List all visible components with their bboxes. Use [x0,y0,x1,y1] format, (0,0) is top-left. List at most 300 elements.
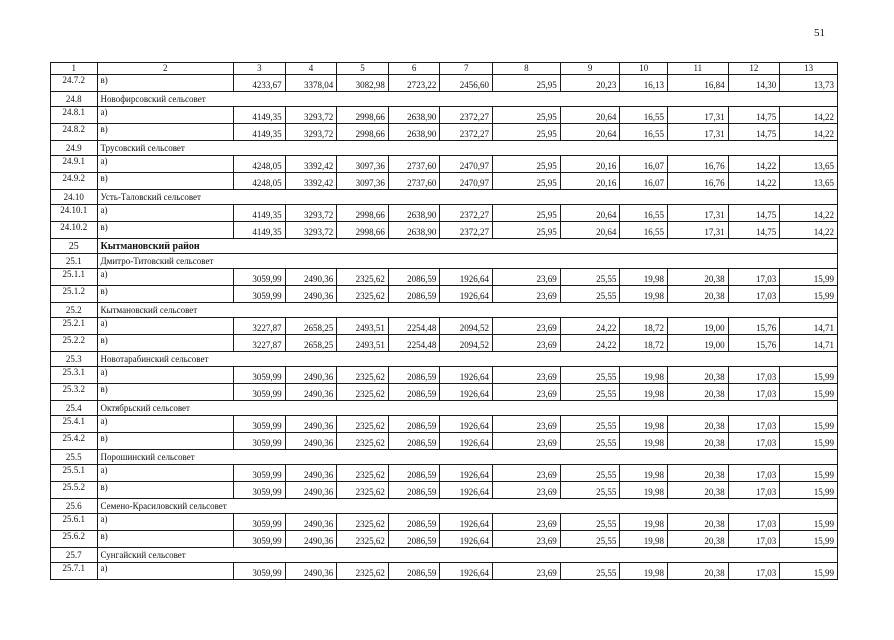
value-cell: 2638,90 [388,124,440,141]
value-cell: 14,75 [728,222,780,239]
value-cell: 13,65 [780,173,838,190]
row-code-cell: 24.10.1 [51,205,98,222]
value-cell: 20,38 [667,514,728,531]
value-cell: 25,95 [492,205,560,222]
value-cell: 14,75 [728,124,780,141]
column-number-cell: 3 [234,63,286,75]
section-name-cell: Октябрьский сельсовет [97,401,837,416]
value-cell: 15,99 [780,563,838,580]
settlement-header-row [51,92,838,107]
value-cell: 15,76 [728,335,780,352]
value-cell: 14,71 [780,335,838,352]
value-cell: 23,69 [492,482,560,499]
value-cell: 2470,97 [440,173,493,190]
section-name-cell: Новофирсовский сельсовет [97,92,837,107]
value-cell: 19,98 [620,286,668,303]
value-cell: 3293,72 [285,107,337,124]
column-number-cell: 6 [388,63,440,75]
value-cell: 2638,90 [388,107,440,124]
value-cell: 2470,97 [440,156,493,173]
table-row [51,563,838,580]
value-cell: 20,38 [667,269,728,286]
value-cell: 2490,36 [285,433,337,450]
section-name-cell: Кытмановский район [97,239,837,254]
table-row [51,433,838,450]
section-code-cell: 24.8 [51,92,98,107]
value-cell: 15,99 [780,465,838,482]
table-row [51,222,838,239]
table-row [51,286,838,303]
value-cell: 1926,64 [440,563,493,580]
value-cell: 15,99 [780,367,838,384]
value-cell: 1926,64 [440,416,493,433]
value-cell: 3097,36 [337,156,389,173]
row-code-cell: 25.1.1 [51,269,98,286]
value-cell: 14,22 [780,124,838,141]
value-cell: 4248,05 [234,173,286,190]
value-cell: 23,69 [492,416,560,433]
section-name-cell: Сунгайский сельсовет [97,548,837,563]
column-number-cell: 10 [620,63,668,75]
value-cell: 20,38 [667,531,728,548]
row-label-cell: а) [97,563,234,580]
value-cell: 2254,48 [388,335,440,352]
row-code-cell: 25.4.2 [51,433,98,450]
value-cell: 3059,99 [234,269,286,286]
value-cell: 3059,99 [234,514,286,531]
value-cell: 25,55 [560,433,620,450]
row-label-cell: а) [97,465,234,482]
value-cell: 3227,87 [234,335,286,352]
value-cell: 2998,66 [337,222,389,239]
tariff-table [50,62,838,580]
row-label-cell: а) [97,367,234,384]
value-cell: 19,98 [620,482,668,499]
row-code-cell: 25.5.1 [51,465,98,482]
value-cell: 1926,64 [440,465,493,482]
district-header-row [51,239,838,254]
settlement-header-row [51,499,838,514]
value-cell: 2658,25 [285,335,337,352]
column-number-cell: 11 [667,63,728,75]
column-number-cell: 8 [492,63,560,75]
row-code-cell: 24.8.2 [51,124,98,141]
section-code-cell: 25.6 [51,499,98,514]
value-cell: 4149,35 [234,205,286,222]
table-row [51,367,838,384]
value-cell: 17,31 [667,205,728,222]
value-cell: 15,99 [780,416,838,433]
column-number-cell: 7 [440,63,493,75]
page-number: 51 [814,27,825,39]
value-cell: 2325,62 [337,384,389,401]
value-cell: 2372,27 [440,107,493,124]
column-number-header-row [51,63,838,75]
value-cell: 23,69 [492,514,560,531]
value-cell: 19,98 [620,367,668,384]
value-cell: 25,55 [560,286,620,303]
value-cell: 18,72 [620,318,668,335]
value-cell: 13,65 [780,156,838,173]
value-cell: 2254,48 [388,318,440,335]
value-cell: 2490,36 [285,416,337,433]
value-cell: 3293,72 [285,222,337,239]
row-label-cell: в) [97,75,234,92]
value-cell: 3059,99 [234,384,286,401]
value-cell: 1926,64 [440,269,493,286]
value-cell: 17,31 [667,222,728,239]
value-cell: 2094,52 [440,335,493,352]
value-cell: 1926,64 [440,531,493,548]
row-code-cell: 25.6.1 [51,514,98,531]
value-cell: 14,75 [728,107,780,124]
row-label-cell: в) [97,433,234,450]
value-cell: 2372,27 [440,222,493,239]
value-cell: 16,55 [620,205,668,222]
value-cell: 3293,72 [285,205,337,222]
row-label-cell: в) [97,222,234,239]
row-code-cell: 25.5.2 [51,482,98,499]
section-code-cell: 25.2 [51,303,98,318]
value-cell: 20,38 [667,465,728,482]
value-cell: 1926,64 [440,433,493,450]
table-row [51,156,838,173]
value-cell: 2490,36 [285,465,337,482]
value-cell: 2325,62 [337,465,389,482]
table-row [51,107,838,124]
value-cell: 1926,64 [440,514,493,531]
value-cell: 17,03 [728,563,780,580]
value-cell: 2086,59 [388,465,440,482]
value-cell: 2493,51 [337,318,389,335]
column-number-cell: 5 [337,63,389,75]
value-cell: 17,03 [728,514,780,531]
value-cell: 1926,64 [440,384,493,401]
value-cell: 23,69 [492,318,560,335]
value-cell: 3059,99 [234,433,286,450]
row-label-cell: в) [97,124,234,141]
row-label-cell: а) [97,269,234,286]
value-cell: 2490,36 [285,514,337,531]
value-cell: 19,98 [620,531,668,548]
value-cell: 1926,64 [440,482,493,499]
value-cell: 2325,62 [337,286,389,303]
value-cell: 20,38 [667,416,728,433]
value-cell: 14,22 [728,156,780,173]
value-cell: 2086,59 [388,482,440,499]
value-cell: 3378,04 [285,75,337,92]
value-cell: 3293,72 [285,124,337,141]
value-cell: 16,84 [667,75,728,92]
section-name-cell: Семено-Красиловский сельсовет [97,499,837,514]
value-cell: 25,55 [560,416,620,433]
value-cell: 2325,62 [337,514,389,531]
row-label-cell: а) [97,156,234,173]
value-cell: 17,31 [667,124,728,141]
value-cell: 16,07 [620,173,668,190]
row-label-cell: в) [97,384,234,401]
value-cell: 18,72 [620,335,668,352]
value-cell: 2086,59 [388,367,440,384]
value-cell: 25,95 [492,156,560,173]
row-code-cell: 24.8.1 [51,107,98,124]
section-name-cell: Новотарабинский сельсовет [97,352,837,367]
value-cell: 2372,27 [440,205,493,222]
column-number-cell: 9 [560,63,620,75]
value-cell: 16,76 [667,156,728,173]
section-name-cell: Усть-Таловский сельсовет [97,190,837,205]
value-cell: 14,71 [780,318,838,335]
value-cell: 25,95 [492,173,560,190]
row-label-cell: а) [97,416,234,433]
section-code-cell: 25.4 [51,401,98,416]
row-code-cell: 24.7.2 [51,75,98,92]
table-row [51,318,838,335]
value-cell: 17,03 [728,269,780,286]
settlement-header-row [51,450,838,465]
value-cell: 2490,36 [285,482,337,499]
settlement-header-row [51,548,838,563]
value-cell: 2086,59 [388,286,440,303]
row-code-cell: 24.9.2 [51,173,98,190]
value-cell: 16,13 [620,75,668,92]
value-cell: 2086,59 [388,514,440,531]
section-name-cell: Дмитро-Титовский сельсовет [97,254,837,269]
value-cell: 2737,60 [388,156,440,173]
value-cell: 15,76 [728,318,780,335]
value-cell: 2998,66 [337,124,389,141]
value-cell: 2372,27 [440,124,493,141]
value-cell: 25,95 [492,75,560,92]
value-cell: 19,98 [620,269,668,286]
value-cell: 23,69 [492,563,560,580]
value-cell: 2086,59 [388,269,440,286]
value-cell: 19,98 [620,384,668,401]
section-code-cell: 24.9 [51,141,98,156]
row-label-cell: в) [97,531,234,548]
row-code-cell: 25.6.2 [51,531,98,548]
table-row [51,482,838,499]
value-cell: 2723,22 [388,75,440,92]
value-cell: 20,16 [560,173,620,190]
value-cell: 3059,99 [234,531,286,548]
value-cell: 2493,51 [337,335,389,352]
value-cell: 20,38 [667,384,728,401]
row-code-cell: 25.4.1 [51,416,98,433]
value-cell: 15,99 [780,514,838,531]
value-cell: 2490,36 [285,531,337,548]
value-cell: 20,23 [560,75,620,92]
row-label-cell: в) [97,173,234,190]
table-row [51,531,838,548]
column-number-cell: 13 [780,63,838,75]
value-cell: 3082,98 [337,75,389,92]
value-cell: 23,69 [492,465,560,482]
value-cell: 16,55 [620,107,668,124]
value-cell: 16,55 [620,124,668,141]
value-cell: 2086,59 [388,563,440,580]
value-cell: 19,98 [620,514,668,531]
value-cell: 25,55 [560,482,620,499]
value-cell: 4248,05 [234,156,286,173]
section-code-cell: 25.3 [51,352,98,367]
value-cell: 25,55 [560,531,620,548]
value-cell: 2086,59 [388,433,440,450]
value-cell: 2490,36 [285,269,337,286]
value-cell: 25,55 [560,384,620,401]
value-cell: 2490,36 [285,367,337,384]
value-cell: 20,38 [667,433,728,450]
value-cell: 20,64 [560,222,620,239]
value-cell: 23,69 [492,286,560,303]
value-cell: 23,69 [492,269,560,286]
row-label-cell: а) [97,205,234,222]
section-code-cell: 25.1 [51,254,98,269]
value-cell: 4149,35 [234,222,286,239]
value-cell: 17,03 [728,531,780,548]
row-label-cell: в) [97,482,234,499]
column-number-cell: 2 [97,63,234,75]
value-cell: 23,69 [492,384,560,401]
value-cell: 17,31 [667,107,728,124]
value-cell: 2638,90 [388,205,440,222]
value-cell: 20,16 [560,156,620,173]
value-cell: 2490,36 [285,563,337,580]
value-cell: 19,98 [620,563,668,580]
value-cell: 14,22 [780,107,838,124]
value-cell: 17,03 [728,384,780,401]
value-cell: 3059,99 [234,286,286,303]
value-cell: 2094,52 [440,318,493,335]
row-label-cell: а) [97,318,234,335]
value-cell: 19,98 [620,416,668,433]
section-code-cell: 25.7 [51,548,98,563]
value-cell: 3059,99 [234,563,286,580]
value-cell: 25,95 [492,124,560,141]
settlement-header-row [51,303,838,318]
value-cell: 16,76 [667,173,728,190]
row-label-cell: а) [97,514,234,531]
value-cell: 14,30 [728,75,780,92]
value-cell: 17,03 [728,433,780,450]
value-cell: 2490,36 [285,384,337,401]
value-cell: 3059,99 [234,416,286,433]
value-cell: 2998,66 [337,205,389,222]
section-name-cell: Кытмановский сельсовет [97,303,837,318]
value-cell: 24,22 [560,335,620,352]
row-code-cell: 25.2.2 [51,335,98,352]
value-cell: 2490,36 [285,286,337,303]
value-cell: 25,55 [560,465,620,482]
section-code-cell: 24.10 [51,190,98,205]
table-row [51,124,838,141]
table-body [51,63,838,580]
value-cell: 2998,66 [337,107,389,124]
value-cell: 13,73 [780,75,838,92]
value-cell: 2325,62 [337,416,389,433]
value-cell: 17,03 [728,286,780,303]
value-cell: 17,03 [728,367,780,384]
value-cell: 23,69 [492,531,560,548]
value-cell: 1926,64 [440,367,493,384]
value-cell: 23,69 [492,335,560,352]
value-cell: 4149,35 [234,107,286,124]
value-cell: 25,95 [492,107,560,124]
table-row [51,269,838,286]
value-cell: 20,38 [667,286,728,303]
table-row [51,75,838,92]
value-cell: 20,38 [667,367,728,384]
value-cell: 20,38 [667,482,728,499]
value-cell: 2658,25 [285,318,337,335]
value-cell: 2325,62 [337,433,389,450]
section-code-cell: 25 [51,239,98,254]
value-cell: 16,55 [620,222,668,239]
value-cell: 2325,62 [337,563,389,580]
value-cell: 15,99 [780,531,838,548]
value-cell: 15,99 [780,482,838,499]
row-code-cell: 24.9.1 [51,156,98,173]
value-cell: 20,38 [667,563,728,580]
value-cell: 2325,62 [337,531,389,548]
value-cell: 3392,42 [285,173,337,190]
value-cell: 17,03 [728,416,780,433]
value-cell: 2325,62 [337,269,389,286]
value-cell: 15,99 [780,384,838,401]
value-cell: 14,75 [728,205,780,222]
value-cell: 4233,67 [234,75,286,92]
value-cell: 19,00 [667,318,728,335]
value-cell: 20,64 [560,107,620,124]
value-cell: 25,95 [492,222,560,239]
value-cell: 2086,59 [388,531,440,548]
row-label-cell: в) [97,286,234,303]
value-cell: 3392,42 [285,156,337,173]
value-cell: 19,98 [620,465,668,482]
value-cell: 14,22 [780,205,838,222]
settlement-header-row [51,254,838,269]
value-cell: 3059,99 [234,367,286,384]
settlement-header-row [51,141,838,156]
value-cell: 23,69 [492,433,560,450]
settlement-header-row [51,401,838,416]
value-cell: 2086,59 [388,416,440,433]
value-cell: 2325,62 [337,367,389,384]
value-cell: 15,99 [780,269,838,286]
value-cell: 14,22 [780,222,838,239]
value-cell: 16,07 [620,156,668,173]
value-cell: 3059,99 [234,482,286,499]
section-name-cell: Порошинский сельсовет [97,450,837,465]
value-cell: 23,69 [492,367,560,384]
settlement-header-row [51,352,838,367]
row-code-cell: 25.7.1 [51,563,98,580]
column-number-cell: 4 [285,63,337,75]
value-cell: 15,99 [780,433,838,450]
row-code-cell: 25.3.1 [51,367,98,384]
section-name-cell: Трусовский сельсовет [97,141,837,156]
value-cell: 2638,90 [388,222,440,239]
value-cell: 2737,60 [388,173,440,190]
row-code-cell: 24.10.2 [51,222,98,239]
table-row [51,335,838,352]
value-cell: 4149,35 [234,124,286,141]
table-row [51,384,838,401]
value-cell: 25,55 [560,367,620,384]
table-row [51,514,838,531]
table-row [51,416,838,433]
table-row [51,173,838,190]
